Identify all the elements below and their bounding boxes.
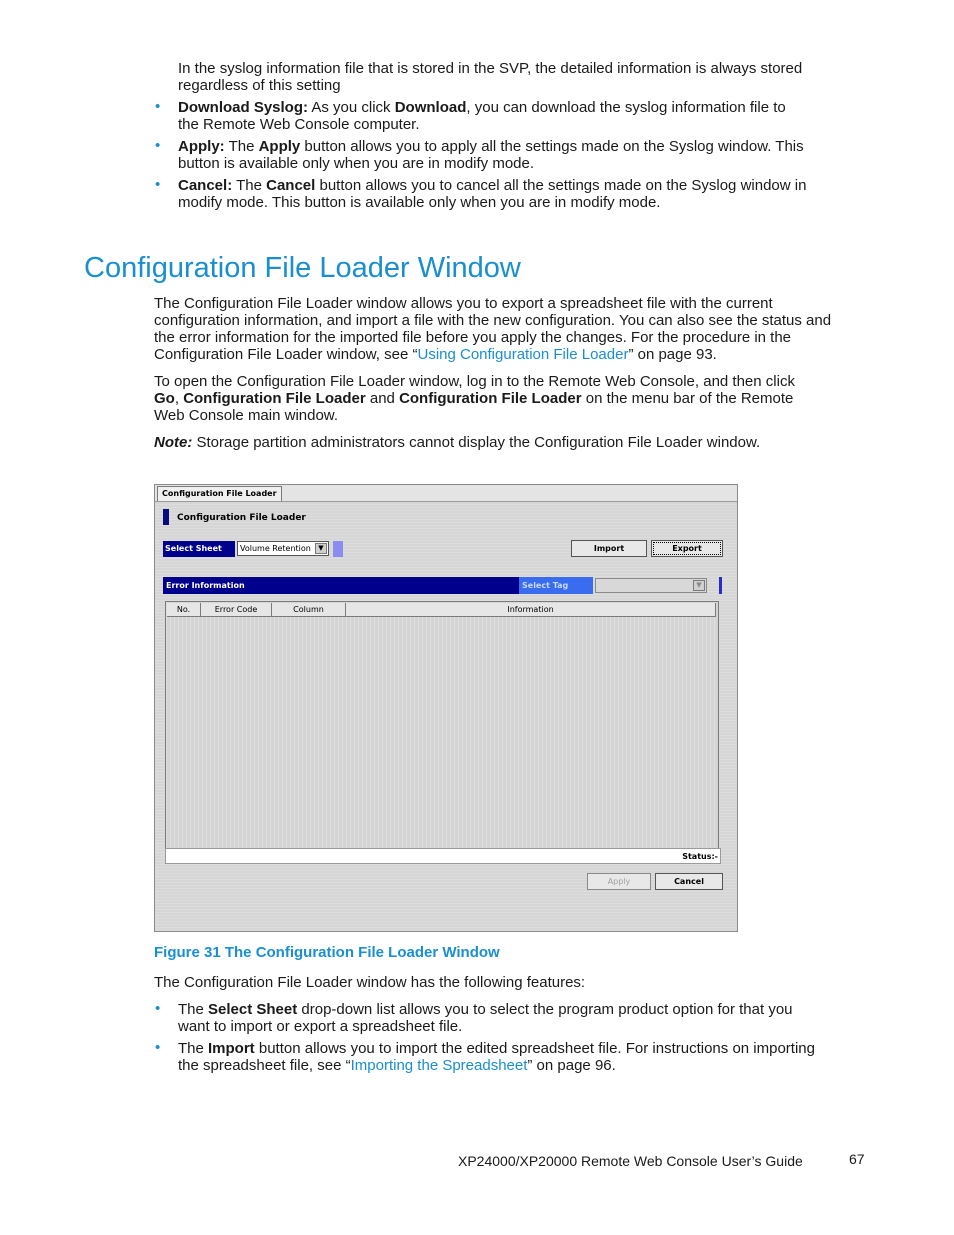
note: Note: Storage partition administrators cannot display the Configuration File Loader window. (154, 434, 761, 451)
column-header-column[interactable]: Column (272, 603, 346, 617)
link-using-config-file-loader[interactable]: Using Configuration File Loader (417, 346, 629, 363)
bullet-dot: • (155, 1000, 161, 1017)
bullet-dot: • (155, 176, 161, 193)
section-heading: Configuration File Loader Window (84, 252, 521, 284)
bullet-cancel: Cancel: The Cancel button allows you to cancel all the settings made on the Syslog window in modify mode. This button is available only when you are in modify mode. (178, 177, 807, 211)
select-sheet-dropdown[interactable] (237, 541, 329, 556)
export-button[interactable]: Export (651, 540, 723, 557)
accent-block (719, 577, 722, 594)
feature-select-sheet: The Select Sheet drop-down list allows you to select the program product option for that you want to import or export a spreadsheet file. (178, 1001, 793, 1035)
chevron-down-icon: ▼ (693, 580, 705, 591)
import-button[interactable]: Import (571, 540, 647, 557)
status-bar (165, 848, 721, 864)
footer-title: XP24000/XP20000 Remote Web Console User’s Guide (458, 1153, 803, 1169)
cancel-button[interactable]: Cancel (655, 873, 723, 890)
error-information-label: Error Information (163, 577, 519, 594)
tab-configuration-file-loader[interactable]: Configuration File Loader (157, 486, 282, 501)
tab-strip (155, 485, 737, 502)
error-table[interactable] (165, 601, 719, 851)
intro-paragraph: The Configuration File Loader window allows you to export a spreadsheet file with the current configuration information, and import a file with the new configuration. You can also see the status and the error information for the imported file before you apply the changes. For the procedure in the Configuration File Loader window, see “Using Configuration File Loader” on page 93. (154, 295, 832, 363)
feature-import: The Import button allows you to import the edited spreadsheet file. For instructions on importing the spreadsheet file, see “Importing the Spreadsheet” on page 96. (178, 1040, 815, 1074)
title-accent-bar (163, 509, 169, 525)
bullet-dot: • (155, 98, 161, 115)
select-sheet-label: Select Sheet (163, 541, 235, 557)
chevron-down-icon: ▼ (315, 543, 327, 554)
column-header-no[interactable]: No. (167, 603, 201, 617)
features-intro: The Configuration File Loader window has the following features: (154, 974, 586, 991)
select-tag-dropdown[interactable] (595, 578, 707, 593)
select-tag-label: Select Tag (519, 577, 593, 594)
window-title: Configuration File Loader (177, 513, 306, 523)
config-file-loader-screenshot (154, 484, 738, 932)
figure-caption: Figure 31 The Configuration File Loader Window (154, 944, 500, 961)
apply-button[interactable]: Apply (587, 873, 651, 890)
bullet-apply: Apply: The Apply button allows you to apply all the settings made on the Syslog window. This button is available only when you are in modify mode. (178, 138, 804, 172)
bullet-dot: • (155, 137, 161, 154)
page-number: 67 (849, 1151, 865, 1167)
link-importing-the-spreadsheet[interactable]: Importing the Spreadsheet (350, 1057, 528, 1074)
open-window-paragraph: To open the Configuration File Loader window, log in to the Remote Web Console, and then click Go, Configuration File Loader and Configuration File Loader on the menu bar of the Remote Web Console main window. (154, 373, 795, 424)
bullet-download-syslog: Download Syslog: As you click Download, you can download the syslog information file to the Remote Web Console computer. (178, 99, 786, 133)
bullet-dot: • (155, 1039, 161, 1056)
accent-block (333, 541, 343, 557)
select-sheet-value: Volume Retention (240, 544, 311, 553)
note-label: Note: (154, 434, 193, 451)
column-header-information[interactable]: Information (346, 603, 716, 617)
column-header-error-code[interactable]: Error Code (201, 603, 272, 617)
intro-continuation: In the syslog information file that is stored in the SVP, the detailed information is always stored regardless of this setting (178, 60, 803, 94)
status-label: Status:- (682, 852, 718, 861)
